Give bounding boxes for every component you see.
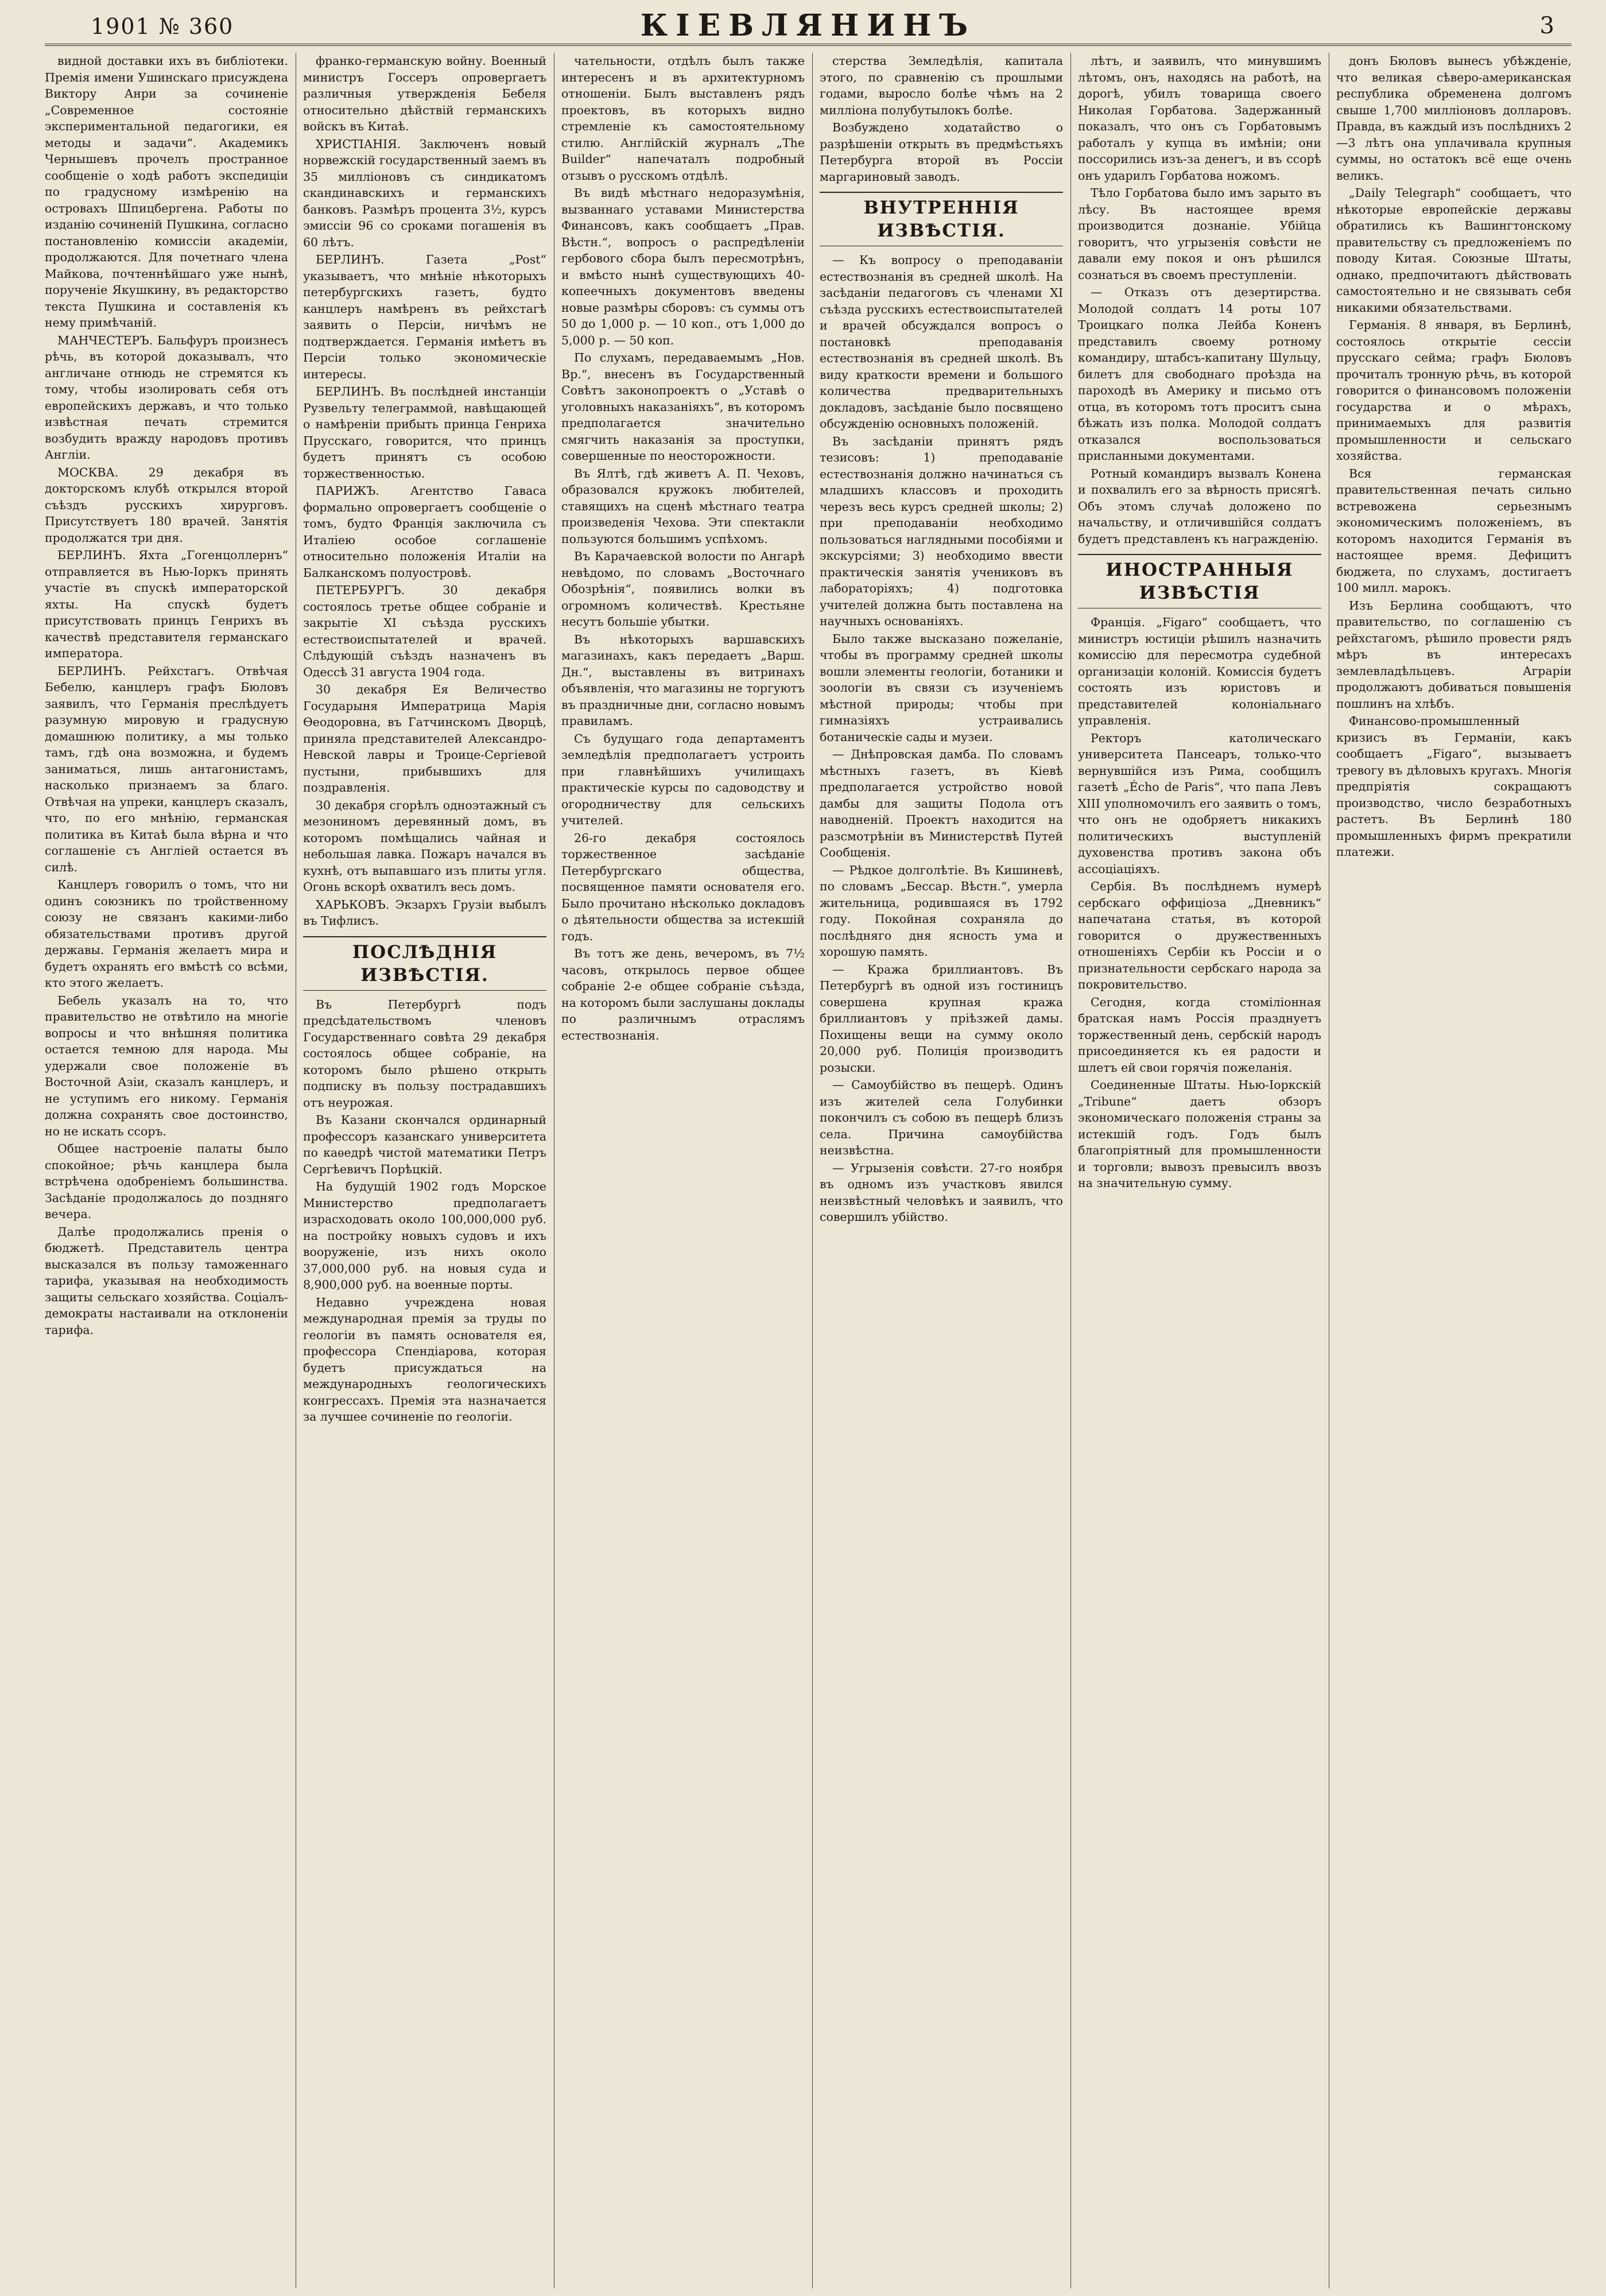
column-5 — [1078, 53, 1321, 2289]
column-5-body — [1078, 53, 1321, 547]
article-paragraph: — Къ вопросу о преподаваніи естествознанія въ средней школѣ. На засѣданіи педагоговъ съ членами XI съѣзда русскихъ естествоиспытателей и врачей обсуждался вопросъ о постановкѣ преподаванія естествознанія въ средней школѣ. Въ виду краткости времени и большого количества предварительныхъ докладовъ, засѣданіе было посвящено обсужденію основныхъ положеній. — [820, 253, 1063, 430]
article-paragraph: Съ будущаго года департаментъ земледѣлія предполагаетъ устроить при главнѣйшихъ училищахъ практическіе курсы по садоводству и огородничеству для сельскихъ учителей. — [561, 731, 805, 827]
article-paragraph: Изъ Берлина сообщаютъ, что правительство, по соглашенію съ рейхстагомъ, рѣшило провести рядъ мѣръ въ интересахъ землевладѣльцевъ. Аграріи продолжаютъ добиваться повышенія пошлинъ на хлѣбъ. — [1336, 598, 1572, 711]
column-4-body — [820, 53, 1063, 185]
article-paragraph: — Кража бриллиантовъ. Въ Петербургѣ въ одной изъ гостиницъ совершена крупная кража бриллиантовъ у пріѣзжей дамы. Похищены вещи на сумму около 20,000 руб. Полиція производитъ розыски. — [820, 962, 1063, 1075]
article-paragraph: Въ видѣ мѣстнаго недоразумѣнія, вызваннаго уставами Министерства Финансовъ, какъ сообщаетъ „Прав. Вѣстн.“, вопросъ о распредѣленіи гербового сбора былъ пересмотрѣнъ, и вмѣсто нынѣ существующихъ 40-копеечныхъ документовъ введены новые размѣры сборовъ: съ суммы отъ 50 до 1,000 р. — 10 коп., отъ 1,000 до 5,000 р. — 50 коп. — [561, 186, 805, 347]
article-paragraph: ХАРЬКОВЪ. Экзархъ Грузіи выбылъ въ Тифлисъ. — [303, 897, 546, 928]
article-paragraph: По слухамъ, передаваемымъ „Нов. Вр.“, внесенъ въ Государственный Совѣтъ законопроектъ о „Уставѣ о уголовныхъ наказаніяхъ“, въ которомъ предполагается значительно смягчить наказанія за проступки, совершенные по неосторожности. — [561, 351, 805, 463]
article-paragraph: БЕРЛИНЪ. Газета „Post“ указываетъ, что мнѣніе нѣкоторыхъ петербургскихъ газетъ, будто канцлеръ намѣренъ въ рейхстагѣ заявить о Персіи, ничѣмъ не подтверждается. Германія имѣетъ въ Персіи только экономическіе интересы. — [303, 253, 546, 381]
column-6-body — [1336, 53, 1572, 860]
article-paragraph: БЕРЛИНЪ. Въ послѣдней инстанціи Рузвельту телеграммой, навѣщающей о намѣреніи прибыть принца Генриха Прусскаго, говорится, что принцъ будетъ принятъ съ особою торжественностью. — [303, 385, 546, 480]
section-heading-latest-news: ПОСЛѢДНІЯ ИЗВѢСТІЯ. — [303, 936, 546, 991]
article-paragraph: Возбуждено ходатайство о разрѣшеніи открыть въ предмѣстьяхъ Петербурга второй въ Россіи маргариновый заводъ. — [820, 121, 1063, 184]
column-5-body-continued — [1078, 614, 1321, 1192]
article-paragraph: Было также высказано пожеланіе, чтобы въ программу средней школы вошли элементы геологіи, ботаники и зоологіи въ связи съ изученіемъ мѣстной природы; чтобы при гимназіяхъ устраивались ботаническіе сады и музеи. — [820, 631, 1063, 744]
article-paragraph: БЕРЛИНЪ. Яхта „Гогенцоллернъ“ отправляется въ Нью-Іоркъ принять участіе въ спускѣ императорской яхты. На спускѣ будетъ присутствовать принцъ Генрихъ въ качествѣ представителя германскаго императора. — [45, 548, 288, 660]
article-paragraph: — Угрызенія совѣсти. 27-го ноября въ одномъ изъ участковъ явился неизвѣстный человѣкъ и заявилъ, что совершилъ убійство. — [820, 1161, 1063, 1224]
article-paragraph: — Днѣпровская дамба. По словамъ мѣстныхъ газетъ, въ Кіевѣ предполагается устройство новой дамбы для защиты Подола отъ наводненій. Проектъ находится на разсмотрѣніи въ Министерствѣ Путей Сообщенія. — [820, 747, 1063, 859]
article-paragraph: ПЕТЕРБУРГЪ. 30 декабря состоялось третье общее собраніе и закрытіе XI съѣзда русскихъ естествоиспытателей и врачей. Слѣдующій съѣздъ назначенъ въ Одессѣ 31 августа 1904 года. — [303, 583, 546, 679]
column-3-body — [561, 53, 805, 1044]
columns — [45, 53, 1572, 2289]
article-paragraph: Сегодня, когда стоміліонная братская намъ Россія празднуетъ торжественный день, сербскій народъ присоединяется къ ея радости и шлетъ ей свои горячія пожеланія. — [1078, 995, 1321, 1075]
article-paragraph: БЕРЛИНЪ. Рейхстагъ. Отвѣчая Бебелю, канцлеръ графъ Бюловъ заявилъ, что Германія преслѣдуетъ разумную мировую и градусную домашнюю политику, а мы только тамъ, гдѣ она возможна, и будемъ заниматься, лишь антагонистамъ, насколько признаемъ за благо. Отвѣчая на упреки, канцлеръ сказалъ, что, по его мнѣнію, германская политика въ Китаѣ была вѣрна и что соглашеніе съ Англіей остается въ силѣ. — [45, 664, 288, 874]
article-paragraph: стерства Земледѣлія, капитала этого, по сравненію съ прошлыми годами, выросло болѣе чѣмъ на 2 милліона полубутылокъ болѣе. — [820, 54, 1063, 117]
column-4-body-continued — [820, 252, 1063, 1225]
article-paragraph: 30 декабря сгорѣлъ одноэтажный съ мезониномъ деревянный домъ, въ которомъ помѣщались чайная и небольшая лавка. Пожаръ начался въ кухнѣ, отъ выпавшаго изъ плиты угля. Огонь вскорѣ охватилъ весь домъ. — [303, 798, 546, 894]
article-paragraph: Вся германская правительственная печать сильно встревожена серьезнымъ экономическимъ положеніемъ, въ которомъ находится Германія въ настоящее время. Дефицитъ бюджета, по слухамъ, достигаетъ 100 милл. марокъ. — [1336, 466, 1572, 595]
column-4 — [820, 53, 1063, 2289]
article-paragraph: видной доставки ихъ въ библіотеки. Премія имени Ушинскаго присуждена Виктору Анри за сочиненіе „Современное состояніе экспериментальной педагогики, ея методы и задачи“. Академикъ Чернышевъ прочелъ пространное сообщеніе о ходѣ работъ экспедиціи по градусному измѣренію на островахъ Шпицбергена. Работы по изданію сочиненій Пушкина, согласно постановленію комиссіи академіи, продолжаются. Для почетнаго члена Майкова, почтеннѣйшаго уже нынѣ, порученіе Якушкину, въ редакторство текста Пушкина и составленія къ нему примѣчаній. — [45, 54, 288, 329]
article-paragraph: Соединенные Штаты. Нью-Іоркскій „Tribune“ даетъ обзоръ экономическаго положенія страны за истекшій годъ. Годъ былъ благопріятный для промышленности и торговли; вывозъ превысилъ ввозъ на значительную сумму. — [1078, 1078, 1321, 1190]
column-3 — [561, 53, 805, 2289]
column-2 — [303, 53, 546, 2289]
article-paragraph: Въ нѣкоторыхъ варшавскихъ магазинахъ, какъ передаетъ „Варш. Дн.“, выставлены въ витринахъ объявленія, что магазины не торгуютъ въ праздничные дни, согласно новымъ правиламъ. — [561, 632, 805, 728]
column-rule — [812, 53, 813, 2289]
masthead — [45, 6, 1572, 46]
newspaper-page — [45, 0, 1572, 2296]
column-2-body-continued — [303, 996, 546, 1425]
article-paragraph: Германія. 8 января, въ Берлинѣ, состоялось открытіе сессіи прусскаго сейма; графъ Бюловъ прочиталъ тронную рѣчь, въ которой говорится о финансовомъ положеніи государства и о мѣрахъ, принимаемыхъ для развитія промышленности и сельскаго хозяйства. — [1336, 318, 1572, 463]
article-paragraph: — Отказъ отъ дезертирства. Молодой солдатъ 14 роты 107 Троицкаго полка Лейба Коненъ представилъ своему ротному командиру, штабсъ-капитану Шульцу, билетъ для свободнаго проѣзда на пароходѣ въ Америку и письмо отъ отца, въ которомъ тотъ проситъ сына бѣжать изъ полка. Молодой солдатъ отказался воспользоваться присланными документами. — [1078, 285, 1321, 463]
article-paragraph: На будущій 1902 годъ Морское Министерство предполагаетъ израсходовать около 100,000,000 руб. на постройку новыхъ судовъ и ихъ вооруженіе, изъ нихъ около 37,000,000 руб. на новыя суда и 8,900,000 руб. на военные порты. — [303, 1180, 546, 1292]
column-rule — [1070, 53, 1071, 2289]
article-paragraph: донъ Бюловъ вынесъ убѣжденіе, что великая сѣверо-американская республика обременена долгомъ свыше 1,700 милліоновъ долларовъ. Правда, въ каждый изъ послѣднихъ 2—3 лѣтъ она уплачивала крупныя суммы, но остатокъ всё еще очень великъ. — [1336, 54, 1572, 183]
article-paragraph: Франція. „Figaro“ сообщаетъ, что министръ юстиціи рѣшилъ назначить комиссію для пересмотра судебной организаціи колоній. Комиссія будетъ состоять изъ юристовъ и представителей колоніальнаго управленія. — [1078, 615, 1321, 727]
article-paragraph: Въ Петербургѣ подъ предсѣдательствомъ членовъ Государственнаго совѣта 29 декабря состоялось общее собраніе, на которомъ было рѣшено открыть подписку въ пользу пострадавшихъ отъ неурожая. — [303, 997, 546, 1110]
article-paragraph: чательности, отдѣлъ былъ также интересенъ и въ архитектурномъ отношеніи. Былъ выставленъ рядъ проектовъ, въ которыхъ видно стремленіе къ самостоятельному стилю. Англійскій журналъ „The Builder“ напечаталъ подробный отзывъ о русскомъ отдѣлѣ. — [561, 54, 805, 183]
article-paragraph: Финансово-промышленный кризисъ въ Германіи, какъ сообщаетъ „Figaro“, вызываетъ тревогу въ дѣловыхъ кругахъ. Многія предпріятія сокращаютъ производство, число безработныхъ растетъ. Въ Берлинѣ 180 промышленныхъ фирмъ прекратили платежи. — [1336, 714, 1572, 859]
article-paragraph: Общее настроеніе палаты было спокойное; рѣчь канцлера была встрѣчена одобреніемъ большинства. Засѣданіе продолжалось до поздняго вечера. — [45, 1142, 288, 1221]
article-paragraph: Бебель указалъ на то, что правительство не отвѣтило на многіе вопросы и что внѣшняя политика остается темною для народа. Мы удержали свое положеніе въ Восточной Азіи, сказалъ канцлеръ, и не уступимъ его никому. Германія должна сохранять свое достоинство, но не искать ссоръ. — [45, 993, 288, 1138]
page-number: 3 — [1539, 13, 1554, 39]
article-paragraph: 30 декабря Ея Величество Государыня Императрица Марія Ѳеодоровна, въ Гатчинскомъ Дворцѣ, приняла представителей Александро-Невской лавры и Троице-Сергіевой пустыни, прибывшихъ для поздравленія. — [303, 682, 546, 794]
article-paragraph: — Рѣдкое долголѣтіе. Въ Кишиневѣ, по словамъ „Бессар. Вѣстн.“, умерла жительница, родившаяся въ 1792 году. Покойная сохраняла до послѣдняго дня ясность ума и хорошую память. — [820, 863, 1063, 959]
article-paragraph: Въ Казани скончался ординарный профессоръ казанскаго университета по каѳедрѣ чистой математики Петръ Сергѣевичъ Порѣцкій. — [303, 1113, 546, 1176]
article-paragraph: Ректоръ католическаго университета Пансеаръ, только-что вернувшійся изъ Рима, сообщилъ газетѣ „Écho de Paris“, что папа Левъ XIII уполномочилъ его заявить о томъ, что онъ не одобряетъ никакихъ политическихъ выступленій духовенства противъ закона объ ассоціаціяхъ. — [1078, 731, 1321, 876]
article-paragraph: Тѣло Горбатова было имъ зарыто въ лѣсу. Въ настоящее время производится дознаніе. Убійца говоритъ, что угрызенія совѣсти не давали ему покоя и онъ рѣшился сознаться въ своемъ преступленіи. — [1078, 186, 1321, 282]
article-paragraph: Въ тотъ же день, вечеромъ, въ 7½ часовъ, открылось первое общее собраніе 2-е общее собраніе съѣзда, на которомъ были заслушаны доклады по различнымъ отраслямъ естествознанія. — [561, 947, 805, 1042]
article-paragraph: Ротный командиръ вызвалъ Коненa и похвалилъ его за вѣрность присягѣ. Объ этомъ случаѣ доложено по начальству, и отличившійся солдатъ будетъ представленъ къ награжденію. — [1078, 466, 1321, 546]
article-paragraph: Въ засѣданіи принятъ рядъ тезисовъ: 1) преподаваніе естествознанія должно начинаться съ младшихъ классовъ и проходить черезъ весь курсъ средней школы; 2) при преподаваніи необходимо пользоваться наглядными пособіями и экскурсіями; 3) необходимо ввести практическія занятія учениковъ въ лабораторіяхъ; 4) подготовка учителей должна быть поставлена на научныхъ основаніяхъ. — [820, 434, 1063, 628]
article-paragraph: „Daily Telegraph“ сообщаетъ, что нѣкоторые европейскіе державы обратились къ Вашингтонскому правительству съ предложеніемъ по поводу Китая. Союзные Штаты, однако, предпочитаютъ дѣйствовать самостоятельно и не связывать себя никакими обязательствами. — [1336, 186, 1572, 315]
section-heading-domestic-news: ВНУТРЕННІЯ ИЗВѢСТІЯ. — [820, 192, 1063, 246]
column-1 — [45, 53, 288, 2289]
article-paragraph: Сербія. Въ послѣднемъ нумерѣ сербскаго оффиціоза „Дневникъ“ напечатана статья, въ которой говорится о дружественныхъ отношеніяхъ Сербіи къ Россіи и о признательности сербскаго народа за покровительство. — [1078, 879, 1321, 991]
article-paragraph: Въ Карачаевской волости по Ангарѣ невѣдомо, по словамъ „Восточнаго Обозрѣнія“, появились волки въ огромномъ количествѣ. Крестьяне несутъ большіе убытки. — [561, 549, 805, 629]
article-paragraph: 26-го декабря состоялось торжественное засѣданіе Петербургскаго общества, посвященное памяти основателя его. Было прочитано нѣсколько докладовъ о дѣятельности общества за истекшій годъ. — [561, 831, 805, 943]
section-heading-foreign-news: ИНОСТРАННЫЯ ИЗВѢСТІЯ — [1078, 554, 1321, 608]
article-paragraph: Недавно учреждена новая международная премія за труды по геологіи въ память основателя ея, профессора Спендіарова, которая будетъ присуждаться на международныхъ геологическихъ конгрессахъ. Премія эта назначается за лучшее сочиненіе по геологіи. — [303, 1295, 546, 1424]
article-paragraph: франко-германскую войну. Военный министръ Госсеръ опровергаетъ различныя утвержденія Бебеля относительно дѣйствій германскихъ войскъ въ Китаѣ. — [303, 54, 546, 133]
article-paragraph: лѣтъ, и заявилъ, что минувшимъ лѣтомъ, онъ, находясь на работѣ, на дорогѣ, убилъ товарища своего Николая Горбатова. Задержанный показалъ, что онъ съ Горбатовымъ работалъ у купца въ имѣніи; они поссорились изъ-за денегъ, и въ ссорѣ онъ ударилъ Горбатова ножомъ. — [1078, 54, 1321, 183]
article-paragraph: ПАРИЖЪ. Агентство Гаваса формально опровергаетъ сообщеніе о томъ, будто Франція заключила съ Италіею особое соглашеніе относительно положенія Италіи на Балканскомъ полуостровѣ. — [303, 484, 546, 580]
article-paragraph: Далѣе продолжались пренія о бюджетѣ. Представитель центра высказался въ пользу таможеннаго тарифа, указывая на необходимость защиты сельскаго хозяйства. Соціалъ-демократы настаивали на отклоненіи тарифа. — [45, 1224, 288, 1337]
article-paragraph: Канцлеръ говорилъ о томъ, что ни одинъ союзникъ по тройственному союзу не связанъ какими-либо обязательствами противъ другой державы. Германія желаетъ мира и будетъ охранять его вмѣстѣ со всѣми, кто этого желаетъ. — [45, 878, 288, 990]
column-2-body — [303, 53, 546, 929]
issue-number: 1901 № 360 — [91, 14, 234, 39]
article-paragraph: Въ Ялтѣ, гдѣ живетъ А. П. Чеховъ, образовался кружокъ любителей, ставящихъ на сценѣ мѣстнаго театра произведенія Чехова. Эти спектакли пользуются большимъ успѣхомъ. — [561, 466, 805, 546]
article-paragraph: МАНЧЕСТЕРЪ. Бальфуръ произнесъ рѣчь, въ которой доказывалъ, что англичане отнюдь не стремятся къ тому, чтобы изолировать себя отъ европейскихъ державъ, и что только извѣстная печать стремится возбудить вражду народовъ противъ Англіи. — [45, 333, 288, 461]
column-1-body — [45, 53, 288, 1338]
article-paragraph: ХРИСТІАНІЯ. Заключенъ новый норвежскій государственный заемъ въ 35 милліоновъ съ синдикатомъ скандинавскихъ и германскихъ банковъ. Размѣръ процента 3½, курсъ эмиссіи 96 со сроками погашенія въ 60 лѣтъ. — [303, 137, 546, 249]
article-paragraph: МОСКВА. 29 декабря въ докторскомъ клубѣ открылся второй съѣздъ русскихъ хирурговъ. Присутствуетъ 180 врачей. Занятія продолжатся три дня. — [45, 465, 288, 545]
column-6 — [1336, 53, 1572, 2289]
article-paragraph: — Самоубійство въ пещерѣ. Одинъ изъ жителей села Голубинки покончилъ съ собою въ пещерѣ близъ села. Причина самоубійства неизвѣстна. — [820, 1078, 1063, 1157]
newspaper-title: КІЕВЛЯНИНЪ — [640, 8, 976, 43]
